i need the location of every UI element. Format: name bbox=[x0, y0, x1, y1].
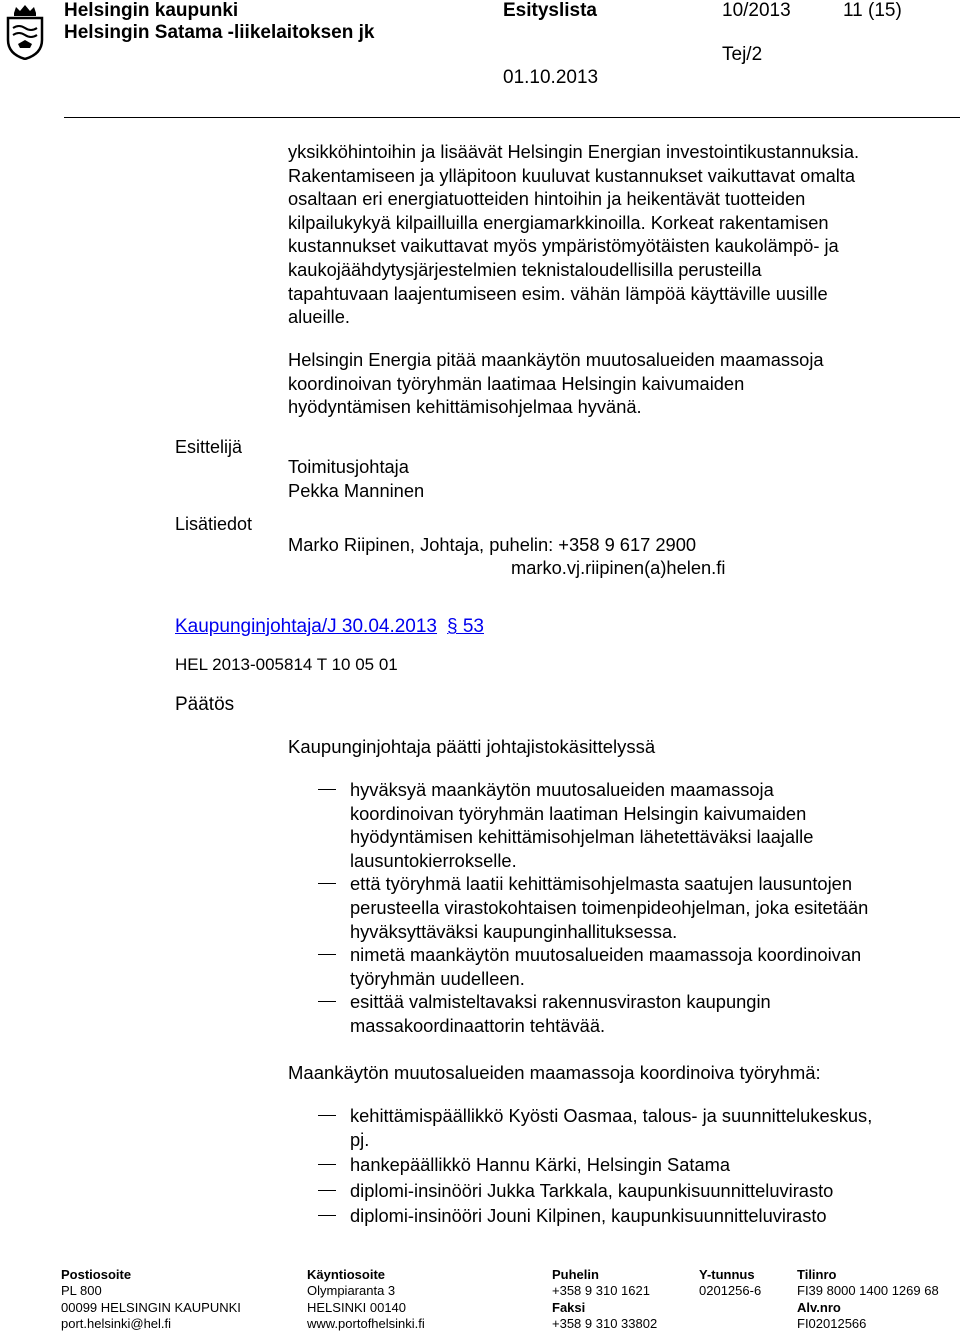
list-item: diplomi-insinööri Jouni Kilpinen, kaupunkisuunnitteluvirasto bbox=[318, 1204, 958, 1228]
dash-bullet-icon bbox=[318, 1215, 336, 1216]
energy-statement-paragraph: Helsingin Energia pitää maankäytön muutosalueiden maamassoja koordinoivan työryhmän laatimaa Helsingin kaivumaiden hyödyntämisen kehittämisohjelmaa hyvänä. bbox=[288, 349, 824, 418]
header-section: Tej/2 bbox=[722, 44, 763, 65]
footer-bank-account: Tilinro FI39 8000 1400 1269 68 Alv.nro FI02012566 bbox=[797, 1267, 939, 1332]
more-info-contact: Marko Riipinen, Johtaja, puhelin: +358 9 617 2900 bbox=[288, 534, 697, 555]
dash-bullet-icon bbox=[318, 954, 336, 955]
header-doc-number: 10/2013 bbox=[722, 0, 791, 21]
header-date: 01.10.2013 bbox=[503, 67, 599, 88]
footer-visiting-address: Käyntiosoite Olympiaranta 3 HELSINKI 00140 www.portofhelsinki.fi bbox=[307, 1267, 425, 1332]
footer-business-id: Y-tunnus 0201256-6 bbox=[699, 1267, 762, 1299]
header-unit: Helsingin Satama -liikelaitoksen jk bbox=[64, 22, 375, 43]
decision-label: Päätös bbox=[175, 694, 235, 715]
list-item: kehittämispäällikkö Kyösti Oasmaa, talous- ja suunnittelukeskus, pj. bbox=[318, 1104, 958, 1151]
decision-reference-link[interactable] bbox=[175, 615, 484, 639]
header-page-number: 11 (15) bbox=[843, 0, 902, 21]
list-item: että työryhmä laatii kehittämisohjelmasta saatujen lausuntojen perusteella virastokohtaisen toimenpideohjelman, joka esitetään hyväksyttäväksi kaupunginhallituksessa. bbox=[318, 872, 958, 943]
header-divider bbox=[64, 117, 960, 118]
footer-phone: Puhelin +358 9 310 1621 Faksi +358 9 310 33802 bbox=[552, 1267, 658, 1332]
header-organization: Helsingin kaupunki bbox=[64, 0, 239, 21]
page-footer bbox=[0, 1267, 960, 1332]
dash-bullet-icon bbox=[318, 1164, 336, 1165]
presenter-title: Toimitusjohtaja bbox=[288, 456, 409, 477]
header-doc-type: Esityslista bbox=[503, 0, 597, 21]
dash-bullet-icon bbox=[318, 883, 336, 884]
decision-intro: Kaupunginjohtaja päätti johtajistokäsittelyssä bbox=[288, 736, 656, 757]
decision-reference-text[interactable]: Kaupunginjohtaja/J 30.04.2013 bbox=[175, 616, 438, 637]
decision-list bbox=[318, 778, 958, 1038]
dash-bullet-icon bbox=[318, 1115, 336, 1116]
working-group-list bbox=[318, 1104, 958, 1228]
decision-section-number[interactable]: § 53 bbox=[447, 616, 484, 637]
footer-postal-address: Postiosoite PL 800 00099 HELSINGIN KAUPUNKI port.helsinki@hel.fi bbox=[61, 1267, 241, 1332]
presenter-name: Pekka Manninen bbox=[288, 479, 425, 501]
diary-number: HEL 2013-005814 T 10 05 01 bbox=[175, 655, 398, 674]
dash-bullet-icon bbox=[318, 1190, 336, 1191]
dash-bullet-icon bbox=[318, 1001, 336, 1002]
working-group-title: Maankäytön muutosalueiden maamassoja koordinoiva työryhmä: bbox=[288, 1062, 821, 1083]
list-item: nimetä maankäytön muutosalueiden maamassoja koordinoivan työryhmän uudelleen. bbox=[318, 943, 958, 990]
list-item: esittää valmisteltavaksi rakennusviraston kaupungin massakoordinaattorin tehtävää. bbox=[318, 990, 958, 1037]
list-item: hyväksyä maankäytön muutosalueiden maamassoja koordinoivan työryhmän laatiman Helsingin kaivumaiden hyödyntämisen kehittämisohjelman lähetettäväksi laajalle lausuntokierrokselle. bbox=[318, 778, 958, 872]
helsinki-crest-logo bbox=[4, 4, 46, 60]
list-item: hankepäällikkö Hannu Kärki, Helsingin Satama bbox=[318, 1153, 958, 1177]
intro-paragraph: yksikköhintoihin ja lisäävät Helsingin Energian investointikustannuksia. Rakentamiseen ja ylläpitoon kuuluvat kustannukset vaikuttavat omalta osaltaan eri energiatuotteiden hintoihin ja heikentävät tuotteiden kilpailukykyä kilpailluilla energiamarkkinoilla. Korkeat rakentamisen kustannukset vaikuttavat myös ympäristömyötäisten kaukolämpö- ja kaukojäähdytysjärjestelmien teknistaloudellisilla perusteilla tapahtuvaan laajentumiseen esim. vähän lämpöä käyttäville uusille alueille. bbox=[288, 141, 860, 328]
footer-email[interactable]: port.helsinki@hel.fi bbox=[61, 1316, 172, 1332]
list-item: diplomi-insinööri Jukka Tarkkala, kaupunkisuunnitteluvirasto bbox=[318, 1179, 958, 1203]
footer-website[interactable]: www.portofhelsinki.fi bbox=[307, 1316, 425, 1332]
presenter-block bbox=[288, 455, 960, 502]
dash-bullet-icon bbox=[318, 789, 336, 790]
more-info-label: Lisätiedot bbox=[175, 514, 253, 534]
presenter-label: Esittelijä bbox=[175, 437, 243, 457]
more-info-email: marko.vj.riipinen(a)helen.fi bbox=[511, 557, 726, 578]
